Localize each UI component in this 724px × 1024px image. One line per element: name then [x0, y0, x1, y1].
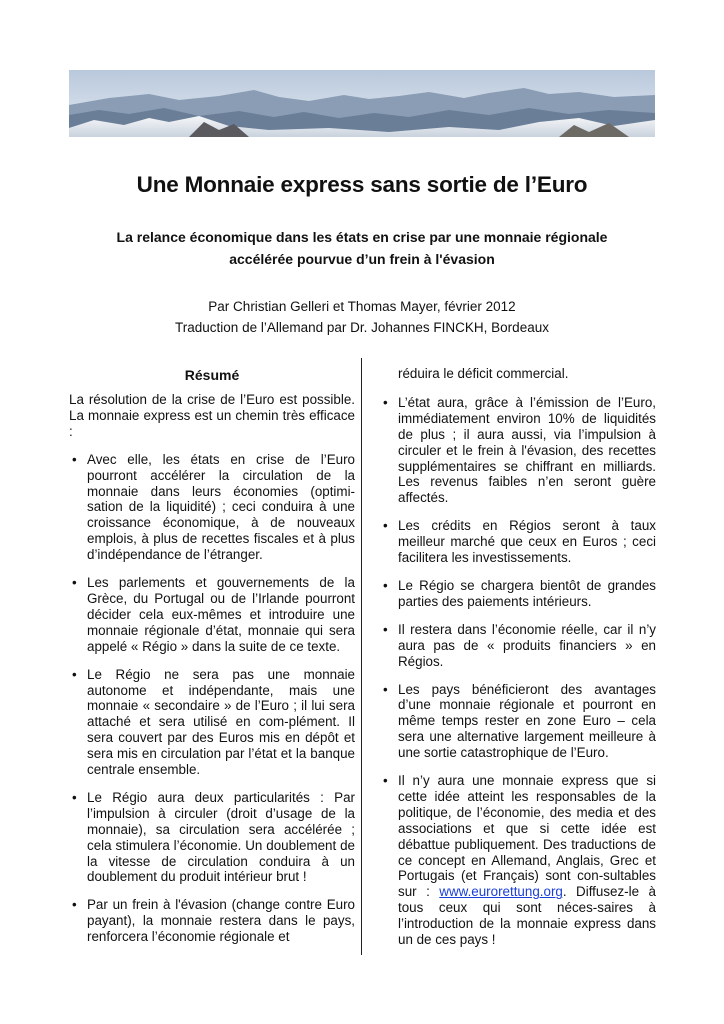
- list-item: • Il n’y aura une monnaie express que si cette idée atteint les responsables de la politique, de l’économie, des media et des associations et que si cette idée est débattue publiquement. Des traductions de ce concept en Allemand, Anglais, Grec et Portugais (et Français) sont con-sultables sur : www.eurorettung.org. Diffusez-le à tous ceux qui sont néces-saires à l’introduction de la monnaie express dans un de ces pays !: [383, 773, 656, 948]
- byline: [0, 296, 724, 338]
- list-item: • Les parlements et gouvernements de la Grèce, du Portugal ou de l’Irlande pourront décider cela eux-mêmes et introduire une monnaie régionale d’état, monnaie qui sera appelé « Régio » dans la suite de ce texte.: [72, 575, 355, 654]
- list-item: • Avec elle, les états en crise de l’Euro pourront accélérer la circulation de la monnaie dans leurs économies (optimi-sation de la liquidité) ; ceci conduira à une croissance économique, à de nouveaux emplois, à plus de recettes fiscales et à plus d’indépendance de l’étranger.: [72, 451, 355, 563]
- bullet-icon: •: [72, 666, 77, 682]
- mountain-banner-image: [69, 70, 655, 137]
- bullet-icon: •: [383, 394, 388, 410]
- bullet-icon: •: [383, 621, 388, 637]
- left-column: [69, 366, 355, 957]
- column-divider: [361, 358, 362, 955]
- subtitle-line-2: accélérée pourvue d’un frein à l'évasion: [229, 251, 495, 267]
- list-item: • Le Régio aura deux particularités : Par l’impulsion à circuler (droit d’usage de la monnaie), sa circulation sera accélérée ; cela stimulera l’économie. Un doublement de la vitesse de circulation conduira à un doublement du produit intérieur brut !: [72, 789, 355, 885]
- continuation-text: réduira le déficit commercial.: [398, 366, 569, 381]
- bullet-icon: •: [383, 773, 388, 789]
- list-item: • Par un frein à l'évasion (change contre Euro payant), la monnaie restera dans le pays, renforcera l’économie régionale et: [72, 897, 355, 945]
- right-bullet-list: [380, 395, 656, 948]
- bullet-icon: •: [72, 575, 77, 591]
- list-item: • Les pays bénéficieront des avantages d’une monnaie régionale et pourront en même temps rester en zone Euro – cela sera une alternative largement meilleure à une sortie catastrophique de l’Euro.: [383, 681, 656, 761]
- eurorettung-link[interactable]: www.eurorettung.org: [439, 884, 563, 900]
- intro-paragraph: La résolution de la crise de l’Euro est possible. La monnaie express est un chemin très efficace :: [69, 392, 355, 439]
- byline-translation: Traduction de l’Allemand par Dr. Johannes FINCKH, Bordeaux: [175, 320, 549, 335]
- left-bullet-list: [69, 452, 355, 945]
- section-heading-resume: Résumé: [184, 367, 240, 383]
- bullet-icon: •: [72, 789, 77, 805]
- bullet-icon: •: [72, 897, 77, 913]
- subtitle-line-1: La relance économique dans les états en crise par une monnaie régionale: [116, 229, 608, 245]
- bullet-icon: •: [383, 518, 388, 534]
- bullet-icon: •: [72, 451, 77, 467]
- right-column: [380, 366, 656, 960]
- list-item: • Les crédits en Régios seront à taux meilleur marché que ceux en Euros ; ceci facilitera les investissements.: [383, 518, 656, 566]
- bullet-icon: •: [383, 577, 388, 593]
- document-subtitle: [80, 226, 644, 270]
- list-item: • Il restera dans l’économie réelle, car il n’y aura pas de « produits financiers » en Régios.: [383, 621, 656, 669]
- bullet-icon: •: [383, 681, 388, 697]
- list-item: • Le Régio se chargera bientôt de grandes parties des paiements intérieurs.: [383, 577, 656, 609]
- document-title: Une Monnaie express sans sortie de l’Euro: [136, 172, 588, 197]
- list-item: • Le Régio ne sera pas une monnaie autonome et indépendante, mais une monnaie « secondaire » de l’Euro ; il lui sera attaché et sera utilisé en com-plément. Il sera couvert par des Euros mis en dépôt et sera mis en circulation par l’état et la banque centrale ensemble.: [72, 666, 355, 778]
- byline-authors: Par Christian Gelleri et Thomas Mayer, février 2012: [208, 299, 516, 314]
- list-item: • L’état aura, grâce à l’émission de l’Euro, immédiatement environ 10% de liquidités de plus ; il aura aussi, via l’impulsion à circuler et le frein à l'évasion, des recettes supplémentaires se chiffrant en milliards. Les revenus faibles n’en seront guère affectés.: [383, 394, 656, 506]
